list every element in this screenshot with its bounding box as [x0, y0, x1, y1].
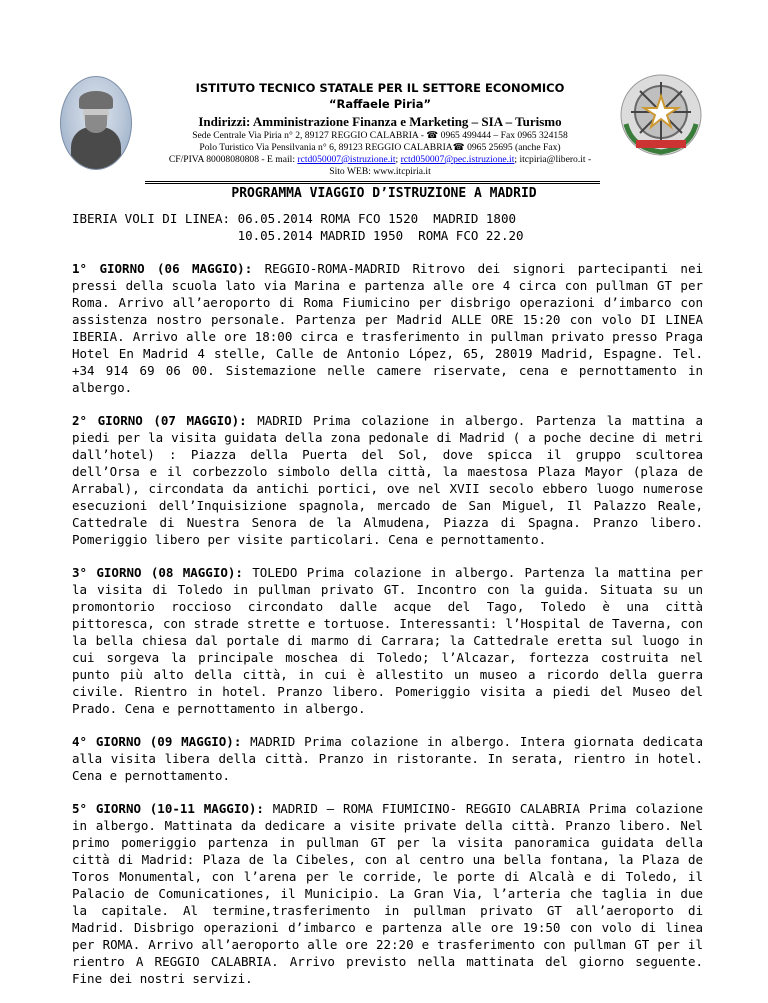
sede-centrale: Sede Centrale Via Piria n° 2, 89127 REGGIO CALABRIA - ☎ 0965 499444 – Fax 0965 324158 — [192, 130, 568, 141]
flights-info — [72, 210, 703, 244]
day-5-paragraph — [72, 800, 703, 987]
day-heading: 5° GIORNO (10-11 MAGGIO): — [72, 801, 264, 816]
day-text: TOLEDO Prima colazione in albergo. Partenza la mattina per la visita di Toledo in pullman privato GT. Incontro con la guida. Situata su un promontorio roccioso circondato dalle acque del Tago, Toledo è una città pittoresca, con strade strette e tortuose. Interessanti: l’Hospital de Taverna, con la bella chiesa dal portale di marmo di Carrara; la Cattedrale eretta sul luogo in cui sorgeva la principale moschea di Toledo; l’Alcazar, fortezza costruita nel punto più alto della città, in cui è allestito un museo a ricordo della guerra civile. Rientro in hotel. Pranzo libero. Pomeriggio visita a piedi del Museo del Prado. Cena e pernottamento in albergo. — [72, 565, 703, 716]
letterhead-text — [145, 80, 615, 178]
email-libero: itcpiria@libero.it — [519, 154, 586, 165]
school-dedication: “Raffaele Piria” — [328, 97, 432, 111]
day-text: MADRID Prima colazione in albergo. Partenza la mattina a piedi per la visita guidata della zona pedonale di Madrid ( a poche decine di metri dall’hotel) : Piazza della Puerta del Sol, dove spicca il gruppo scultorea dell’Orsa e il corbezzolo simbolo della città, la maestosa Plaza Mayor (plaza de Arrabal), circondata da antichi portici, ove nel XVII secolo ebbero luogo numerose esecuzioni dell’Inquisizione spagnola, mercado de San Miguel, Il Palazzo Reale, Cattedrale di Nuestra Senora de la Almudena, Piazza di Spagna. Pranzo libero. Pomeriggio libero per visite particolari. Cena e pernottamento. — [72, 413, 703, 547]
raffaele-piria-portrait — [60, 76, 132, 170]
day-3-paragraph — [72, 564, 703, 717]
contact-line: CF/PIVA 80008080808 - E mail: rctd050007@istruzione.it; rctd050007@pec.istruzione.it; itcpiria@libero.it - — [168, 154, 592, 165]
day-heading: 3° GIORNO (08 MAGGIO): — [72, 565, 243, 580]
day-text: REGGIO-ROMA-MADRID Ritrovo dei signori partecipanti nei pressi della scuola lato via Marina e partenza alle ore 4 circa con pullman GT per Roma. Arrivo all’aeroporto di Roma Fiumicino per disbrigo operazioni d’imbarco con assistenza nostro personale. Partenza per Madrid ALLE ORE 15:20 con volo DI LINEA IBERIA. Arrivo alle ore 18:00 circa e trasferimento in pullman privato presso Praga Hotel En Madrid 4 stelle, Calle de Antonio López, 65, 28019 Madrid, Espagne. Tel. +34 914 69 06 00. Sistemazione nelle camere riservate, cena e pernottamento in albergo. — [72, 261, 703, 395]
cf-piva: CF/PIVA 80008080808 - E mail: — [168, 154, 298, 165]
school-addresses: Indirizzi: Amministrazione Finanza e Marketing – SIA – Turismo — [198, 114, 562, 129]
day-heading: 1° GIORNO (06 MAGGIO): — [72, 261, 253, 276]
school-name: ISTITUTO TECNICO STATALE PER IL SETTORE ECONOMICO — [195, 81, 565, 95]
day-2-paragraph — [72, 412, 703, 548]
program-content — [72, 210, 703, 1003]
day-1-paragraph — [72, 260, 703, 396]
day-4-paragraph — [72, 733, 703, 784]
flight-return: 10.05.2014 MADRID 1950 ROMA FCO 22.20 — [72, 228, 524, 243]
day-text: MADRID Prima colazione in albergo. Intera giornata dedicata alla visita libera della città. Pranzo in ristorante. In serata, rientro in hotel. Cena e pernottamento. — [72, 734, 703, 783]
letterhead — [60, 72, 710, 182]
header-divider — [145, 181, 600, 184]
flight-outbound: IBERIA VOLI DI LINEA: 06.05.2014 ROMA FCO 1520 MADRID 1800 — [72, 211, 517, 226]
website: Sito WEB: www.itcpiria.it — [329, 166, 431, 177]
email-link-istruzione[interactable]: rctd050007@istruzione.it — [297, 154, 396, 165]
day-heading: 2° GIORNO (07 MAGGIO): — [72, 413, 247, 428]
italian-republic-emblem-icon — [618, 72, 704, 158]
polo-turistico: Polo Turistico Via Pensilvania n° 6, 89123 REGGIO CALABRIA☎ 0965 25695 (anche Fax) — [199, 142, 561, 153]
day-heading: 4° GIORNO (09 MAGGIO): — [72, 734, 242, 749]
page-title: PROGRAMMA VIAGGIO D’ISTRUZIONE A MADRID — [231, 186, 537, 201]
day-text: MADRID – ROMA FIUMICINO- REGGIO CALABRIA Prima colazione in albergo. Mattinata da dedicare a visite private della città. Pranzo libero. Nel primo pomeriggio partenza in pullman GT per la visita panoramica guidata della città di Madrid: Plaza de la Cibeles, con al centro una bella fontana, la Plaza de Toros Monumental, con l’arena per le corride, le porte di Alcalà e di Toledo, il Palacio de Comunicationes, il Municipio. La Gran Via, l’arteria che taglia in due la capitale. Al termine,trasferimento in pullman privato GT all’aeroporto di Madrid. Disbrigo operazioni d’imbarco e partenza alle ore 19:50 con volo di linea per ROMA. Arrivo all’aeroporto alle ore 22:20 e trasferimento con pullman GT per il rientro A REGGIO CALABRIA. Arrivo previsto nella mattinata del giorno seguente. Fine dei nostri servizi. — [72, 801, 703, 986]
email-link-pec[interactable]: rctd050007@pec.istruzione.it — [400, 154, 515, 165]
